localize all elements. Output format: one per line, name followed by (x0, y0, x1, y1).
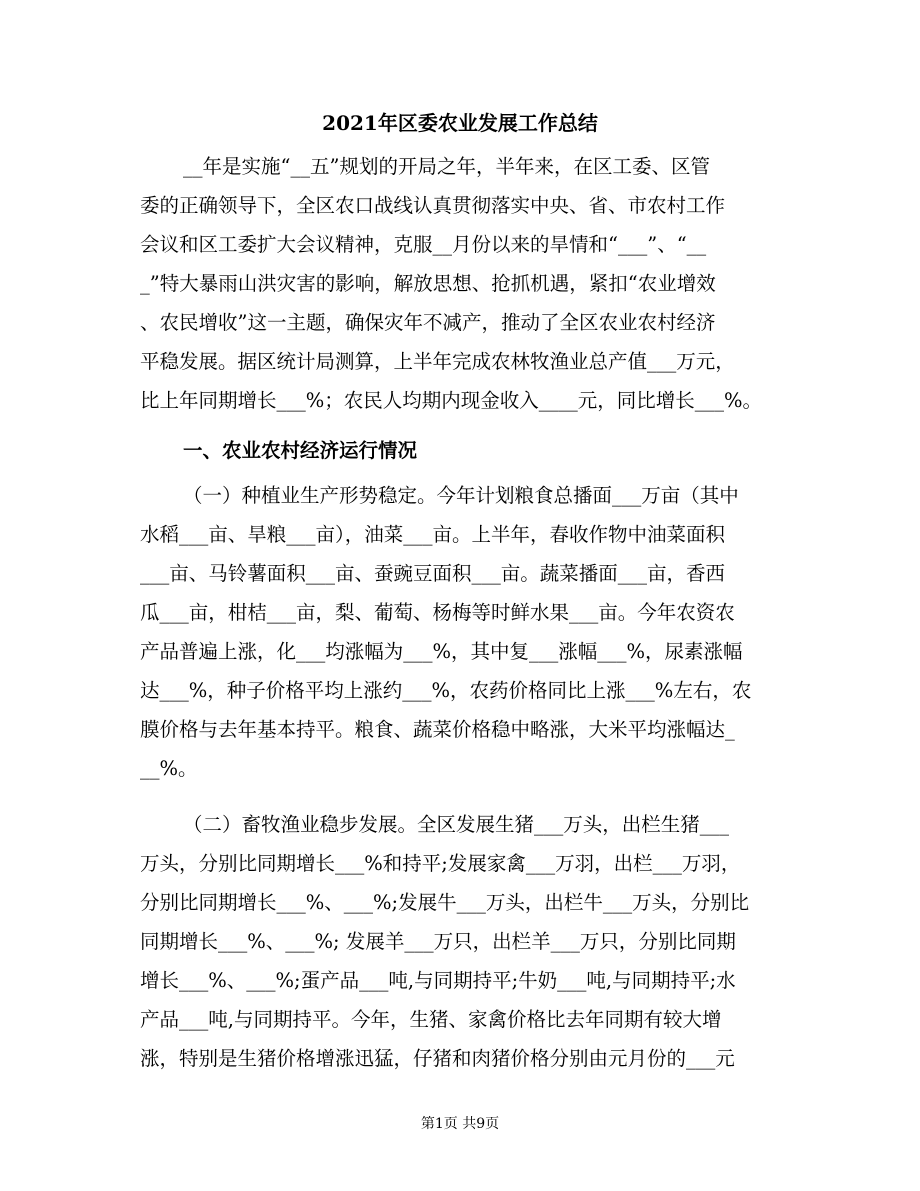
paragraph-line: __%。 (140, 757, 198, 780)
paragraph-line: 水稻___亩、旱粮___亩），油菜___亩。上半年，春收作物中油菜面积 (140, 523, 726, 546)
intro-line: 会议和区工委扩大会议精神，克服__月份以来的旱情和“___”、“__ (140, 233, 707, 256)
paragraph-line: 产品普遍上涨，化___均涨幅为___%，其中复___涨幅___%，尿素涨幅 (140, 640, 743, 663)
intro-line: 平稳发展。据区统计局测算，上半年完成农林牧渔业总产值___万元， (140, 350, 735, 373)
document-title: 2021年区委农业发展工作总结 (322, 111, 598, 135)
page-footer: 第1页 共9页 (420, 1116, 500, 1132)
intro-line: __年是实施“__五”规划的开局之年，半年来，在区工委、区管 (183, 155, 710, 178)
paragraph-line: （二）畜牧渔业稳步发展。全区发展生猪___万头，出栏生猪___ (183, 813, 730, 836)
paragraph-line: 瓜___亩，柑桔___亩，梨、葡萄、杨梅等时鲜水果___亩。今年农资农 (140, 601, 735, 624)
intro-line: _”特大暴雨山洪灾害的影响，解放思想、抢抓机遇，紧扣“农业增效 (140, 272, 716, 295)
paragraph-line: （一）种植业生产形势稳定。今年计划粮食总播面___万亩（其中 (183, 484, 739, 507)
section-heading: 一、农业农村经济运行情况 (183, 439, 418, 462)
intro-line: 委的正确领导下，全区农口战线认真贯彻落实中央、省、市农村工作 (140, 194, 726, 217)
paragraph-line: 涨，特别是生猪价格增涨迅猛，仔猪和肉猪价格分别由元月份的___元 (140, 1047, 735, 1070)
paragraph-line: 分别比同期增长___%、___%;发展牛___万头，出栏牛___万头，分别比 (140, 891, 750, 914)
paragraph-line: 产品___吨,与同期持平。今年，生猪、家禽价格比去年同期有较大增 (140, 1008, 722, 1031)
paragraph-line: 膜价格与去年基本持平。粮食、蔬菜价格稳中略涨，大米平均涨幅达_ (140, 718, 735, 741)
intro-line: 、农民增收”这一主题，确保灾年不减产，推动了全区农业农村经济 (140, 311, 716, 334)
paragraph-line: ___亩、马铃薯面积___亩、蚕豌豆面积___亩。蔬菜播面___亩，香西 (140, 562, 726, 585)
paragraph-line: 增长___%、___%;蛋产品___吨,与同期持平;牛奶___吨,与同期持平;水 (140, 969, 736, 992)
paragraph-line: 达___%，种子价格平均上涨约___%，农药价格同比上涨___%左右，农 (140, 679, 752, 702)
paragraph-line: 同期增长___%、___%; 发展羊___万只，出栏羊___万只，分别比同期 (140, 930, 736, 953)
paragraph-line: 万头，分别比同期增长___%和持平;发展家禽___万羽，出栏___万羽， (140, 852, 741, 875)
intro-line: 比上年同期增长___%；农民人均期内现金收入____元，同比增长___%。 (140, 389, 763, 412)
